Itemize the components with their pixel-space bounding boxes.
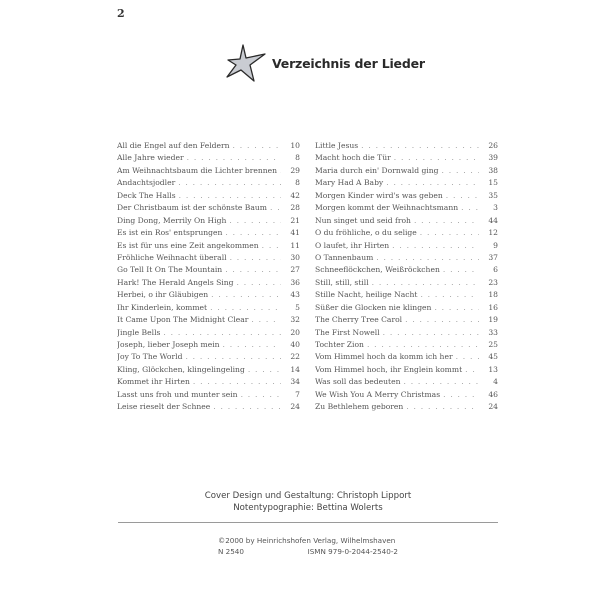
toc-entry [117, 303, 300, 315]
dot-leader [367, 340, 479, 349]
dot-leader [223, 340, 281, 349]
dot-leader [383, 328, 479, 337]
toc-entry [315, 402, 498, 414]
song-title: Jingle Bells [117, 327, 161, 337]
song-title: Vom Himmel hoch da komm ich her [315, 352, 453, 362]
page-title: Verzeichnis der Lieder [272, 55, 425, 71]
song-page-number: 32 [290, 315, 300, 325]
toc-entry [117, 141, 300, 153]
song-page-number: 42 [290, 190, 300, 200]
toc-entry [117, 328, 300, 340]
song-title: Fröhliche Weihnacht überall [117, 252, 227, 262]
credits-typography: Notentypographie: Bettina Wolerts [233, 503, 383, 513]
song-title: Morgen kommt der Weihnachtsmann [315, 203, 459, 213]
dot-leader [248, 365, 281, 374]
dot-leader [392, 241, 479, 250]
dot-leader [446, 191, 479, 200]
song-title: Es ist ein Ros' entsprungen [117, 228, 223, 238]
song-page-number: 20 [290, 327, 300, 337]
toc-entry [315, 166, 498, 178]
song-page-number: 23 [488, 277, 498, 287]
dot-leader [405, 315, 479, 324]
toc-entry [315, 340, 498, 352]
song-title: Stille Nacht, heilige Nacht [315, 290, 418, 300]
song-page-number: 18 [488, 290, 498, 300]
song-page-number: 11 [290, 240, 300, 250]
toc-entry [315, 315, 498, 327]
toc-column-left [117, 141, 300, 415]
song-page-number: 12 [488, 228, 498, 238]
song-title: Morgen Kinder wird's was geben [315, 190, 443, 200]
credits-design: Cover Design und Gestaltung: Christoph Lipport [204, 491, 412, 501]
toc-entry [315, 216, 498, 228]
dot-leader [262, 241, 281, 250]
song-page-number: 5 [295, 302, 300, 312]
song-page-number: 15 [488, 178, 498, 188]
song-page-number: 27 [290, 265, 300, 275]
dot-leader [465, 365, 479, 374]
song-title: Leise rieselt der Schnee [117, 402, 211, 412]
song-title: Süßer die Glocken nie klingen [315, 302, 432, 312]
toc-entry [315, 203, 498, 215]
toc-entry [315, 365, 498, 377]
song-title: O Tannenbaum [315, 252, 374, 262]
dot-leader [225, 265, 281, 274]
dot-leader [442, 166, 479, 175]
song-page-number: 24 [488, 402, 498, 412]
dot-leader [241, 390, 281, 399]
song-title: Joseph, lieber Joseph mein [117, 340, 220, 349]
toc-entry [117, 340, 300, 352]
song-page-number: 13 [488, 364, 498, 374]
song-page-number: 33 [488, 327, 498, 337]
dot-leader [434, 303, 479, 312]
song-title: Ihr Kinderlein, kommet [117, 302, 208, 312]
toc-entry [315, 265, 498, 277]
song-page-number: 14 [290, 364, 300, 374]
toc-entry [117, 178, 300, 190]
song-page-number: 34 [290, 377, 300, 387]
dot-leader [403, 377, 479, 386]
page-number: 2 [117, 7, 125, 20]
toc-entry [315, 228, 498, 240]
dot-leader [178, 178, 281, 187]
toc-entry [315, 352, 498, 364]
dot-leader [193, 377, 281, 386]
song-title: Vom Himmel hoch, ihr Englein kommt [315, 364, 463, 374]
song-title: Ding Dong, Merrily On High [117, 215, 227, 225]
dot-leader [163, 328, 281, 337]
toc-entry [315, 290, 498, 302]
song-title: Es ist für uns eine Zeit angekommen [117, 240, 259, 250]
credits [118, 490, 498, 514]
song-title: Alle Jahre wieder [117, 153, 184, 163]
song-title: Zu Bethlehem geboren [315, 402, 404, 412]
publisher-info [218, 536, 398, 557]
ismn: ISMN 979-0-2044-2540-2 [307, 546, 398, 556]
song-title: Schneeflöckchen, Weißröckchen [315, 265, 440, 275]
song-page-number: 35 [488, 190, 498, 200]
song-title: Kling, Glöckchen, klingelingeling [117, 364, 245, 374]
dot-leader [386, 178, 479, 187]
song-title: Andachtsjodler [117, 178, 176, 188]
song-title: Mary Had A Baby [315, 178, 384, 188]
dot-leader [420, 290, 479, 299]
toc-entry [315, 191, 498, 203]
dot-leader [456, 352, 479, 361]
song-page-number: 29 [290, 165, 300, 175]
song-page-number: 46 [488, 389, 498, 399]
dot-leader [270, 203, 281, 212]
toc-entry [315, 303, 498, 315]
song-page-number: 19 [488, 315, 498, 325]
song-title: Hark! The Herald Angels Sing [117, 277, 234, 287]
toc-column-right [315, 141, 498, 415]
song-title: Tochter Zion [315, 340, 364, 349]
song-title: Deck The Halls [117, 190, 176, 200]
song-page-number: 37 [488, 252, 498, 262]
page-header [226, 44, 425, 82]
song-title: Joy To The World [117, 352, 183, 362]
dot-leader [280, 166, 281, 175]
song-page-number: 39 [488, 153, 498, 163]
dot-leader [461, 203, 479, 212]
song-title: Kommet ihr Hirten [117, 377, 190, 387]
toc-entry [117, 265, 300, 277]
song-page-number: 24 [290, 402, 300, 412]
song-page-number: 40 [290, 340, 300, 349]
toc-entry [117, 390, 300, 402]
dot-leader [179, 191, 281, 200]
dot-leader [211, 290, 281, 299]
song-page-number: 28 [290, 203, 300, 213]
dot-leader [230, 253, 281, 262]
toc-entry [117, 365, 300, 377]
dot-leader [443, 390, 479, 399]
song-title: All die Engel auf den Feldern [117, 141, 230, 150]
toc-entry [315, 278, 498, 290]
copyright: ©2000 by Heinrichshofen Verlag, Wilhelmshaven [218, 536, 396, 545]
dot-leader [233, 141, 281, 150]
song-title: The Cherry Tree Carol [315, 315, 403, 325]
dot-leader [251, 315, 281, 324]
toc-entry [117, 153, 300, 165]
song-page-number: 43 [290, 290, 300, 300]
song-title: Maria durch ein' Dornwald ging [315, 165, 439, 175]
toc-entry [315, 390, 498, 402]
song-title: Lasst uns froh und munter sein [117, 389, 238, 399]
toc-entry [117, 352, 300, 364]
toc-entry [315, 141, 498, 153]
song-page-number: 45 [488, 352, 498, 362]
song-page-number: 36 [290, 277, 300, 287]
toc-entry [315, 377, 498, 389]
star-icon [226, 44, 266, 82]
toc-entry [117, 253, 300, 265]
dot-leader [414, 216, 479, 225]
toc-entry [315, 153, 498, 165]
song-page-number: 9 [493, 240, 498, 250]
toc-entry [315, 328, 498, 340]
dot-leader [225, 228, 281, 237]
toc-entry [117, 290, 300, 302]
toc-entry [117, 216, 300, 228]
song-title: Macht hoch die Tür [315, 153, 391, 163]
song-title: Still, still, still [315, 277, 369, 287]
song-page-number: 7 [295, 389, 300, 399]
song-page-number: 44 [488, 215, 498, 225]
toc-entry [117, 166, 300, 178]
song-page-number: 41 [290, 228, 300, 238]
song-title: We Wish You A Merry Christmas [315, 389, 441, 399]
dot-leader [185, 352, 281, 361]
song-page-number: 10 [290, 141, 300, 150]
toc-entry [315, 241, 498, 253]
song-title: Was soll das bedeuten [315, 377, 401, 387]
dot-leader [372, 278, 479, 287]
song-title: Herbei, o ihr Gläubigen [117, 290, 209, 300]
song-page-number: 25 [488, 340, 498, 349]
song-page-number: 4 [493, 377, 498, 387]
dot-leader [394, 153, 479, 162]
song-page-number: 16 [488, 302, 498, 312]
song-title: Nun singet und seid froh [315, 215, 411, 225]
song-title: Der Christbaum ist der schönste Baum [117, 203, 267, 213]
dot-leader [443, 265, 479, 274]
catalog-number: N 2540 [218, 546, 244, 556]
song-page-number: 30 [290, 252, 300, 262]
song-title: Little Jesus [315, 141, 359, 150]
toc-entry [315, 253, 498, 265]
song-title: It Came Upon The Midnight Clear [117, 315, 249, 325]
dot-leader [376, 253, 479, 262]
song-title: Am Weihnachtsbaum die Lichter brennen [117, 165, 278, 175]
toc-entry [117, 278, 300, 290]
song-page-number: 22 [290, 352, 300, 362]
song-page-number: 21 [290, 215, 300, 225]
song-page-number: 26 [488, 141, 498, 150]
song-page-number: 38 [488, 165, 498, 175]
song-page-number: 3 [493, 203, 498, 213]
dot-leader [229, 216, 281, 225]
dot-leader [420, 228, 479, 237]
song-title: Go Tell It On The Mountain [117, 265, 223, 275]
toc-entry [117, 402, 300, 414]
dot-leader [187, 153, 281, 162]
song-page-number: 8 [295, 178, 300, 188]
song-title: The First Nowell [315, 327, 380, 337]
toc-entry [315, 178, 498, 190]
dot-leader [213, 402, 281, 411]
toc-entry [117, 377, 300, 389]
divider [118, 522, 498, 523]
dot-leader [237, 278, 281, 287]
toc-entry [117, 315, 300, 327]
dot-leader [361, 141, 479, 150]
dot-leader [406, 402, 479, 411]
song-page-number: 6 [493, 265, 498, 275]
dot-leader [210, 303, 281, 312]
toc-entry [117, 191, 300, 203]
song-page-number: 8 [295, 153, 300, 163]
toc-entry [117, 203, 300, 215]
toc-entry [117, 241, 300, 253]
toc-entry [117, 228, 300, 240]
song-title: O laufet, ihr Hirten [315, 240, 390, 250]
song-title: O du fröhliche, o du selige [315, 228, 417, 238]
